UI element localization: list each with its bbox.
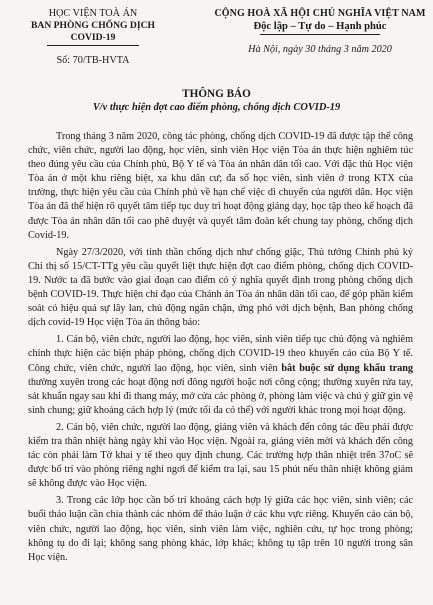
item-1-text-b: thường xuyên trong các hoạt động nơi đông người hoặc nơi công cộng; thường xuyên rửa tay, sát khuẩn ngay sau khi đi thang máy, mở cửa các phòng ở, phòng làm việc và chú ý giữ gìn vệ sinh chung; giữ khoảng cách hợp lý (mức tối đa có thể) với người khác trong mọi hoạt động. — [28, 376, 413, 416]
national-motto: Độc lập – Tự do – Hạnh phúc — [253, 21, 387, 32]
issuer-block — [18, 8, 168, 67]
item-1-mask-requirement: bắt buộc sử dụng khẩu trang — [281, 362, 413, 374]
document-body — [28, 130, 413, 568]
motto-underline — [260, 34, 380, 35]
paragraph-directive: Ngày 27/3/2020, với tinh thần chống dịch như chống giặc, Thủ tướng Chính phủ ký Chỉ thị số 15/CT-TTg yêu cầu quyết liệt thực hiện đợt cao điểm phòng, chống dịch COVID-19. Nước ta đã bước vào giai đoạn cao điểm có ý nghĩa quyết định trong phòng chống dịch bệnh COVID-19. Thực hiện chỉ đạo của Chánh án Tòa án nhân dân tối cao, để góp phần kiểm soát có hiệu quả sự lây lan, chủ động ngăn chặn, ứng phó với dịch bệnh, Ban phòng chống dịch covid-19 Học viện Tòa án thông báo: — [28, 246, 413, 329]
paragraph-item-2: 2. Cán bộ, viên chức, người lao động, giảng viên và khách đến công tác đều phải được kiểm tra thân nhiệt hàng ngày khi vào Học viện. Ngoài ra, giảng viên mời và khách đến công tác còn phải làm Tờ khai y tế theo quy định chung. Các trường hợp thân nhiệt trên 37oC sẽ được bố trí vào phòng riêng nghỉ ngơi để kiểm tra lại, sau 15 phút nếu thân nhiệt không giảm sẽ không được vào Học viện. — [28, 421, 413, 490]
paragraph-item-3: 3. Trong các lớp học cần bố trí khoảng cách hợp lý giữa các học viên, sinh viên; các buổi thảo luận cần chia thành các nhóm để thảo luận ở các khu vực riêng. Khuyến cáo cán bộ, viên chức, người lao động, học viên, sinh viên làm việc, nghiên cứu, tự học trong phòng; không tụ do đi lại; không sang phòng khác, lớp khác; không tụ tập trên 10 người trong sân Học viện. — [28, 495, 413, 563]
document-number: Số: 70/TB-HVTA — [56, 55, 130, 66]
place-and-date: Hà Nội, ngày 30 tháng 3 năm 2020 — [248, 44, 392, 55]
national-header — [210, 8, 430, 56]
item-1-text-a: 1. Cán bộ, viên chức, người lao động, học viên, sinh viên tiếp tục chủ động và nghiêm chỉnh thực hiện các biện pháp phòng, chống dịch COVID-19 theo khuyến cáo của Bộ Y tế. Công chức, viên chức, người lao động, học viên, sinh viên — [28, 334, 413, 374]
paragraph-item-1 — [28, 333, 413, 418]
org-department: BAN PHÒNG CHỐNG DỊCH COVID-19 — [31, 20, 155, 43]
paragraph-intro: Trong tháng 3 năm 2020, công tác phòng, chống dịch COVID-19 đã được tập thể công chức, viên chức, người lao động, học viên, sinh viên Học viện Tòa án thực hiện nghiêm túc theo đúng yêu cầu của Chính phủ, Bộ Y tế và Tòa án nhân dân tối cao. Với đặc thù Học viện Tòa án ở một khu riêng biệt, xa khu dân cư; đa số học viên, sinh viên ở trong KTX của trường, thực hiện yêu cầu của Chính phủ về hạn chế việc di chuyển của người dân. Học viện Tòa án đã thể hiện rõ quyết tâm tiếp tục duy trì hoạt động giảng dạy, học tập theo kế hoạch đã được Tòa án nhân dân tối cao phê duyệt và quyết tâm đoàn kết chung tay phòng, chống dịch Covid-19. — [28, 131, 413, 241]
nation-name: CỘNG HOÀ XÃ HỘI CHỦ NGHĨA VIỆT NAM — [214, 8, 426, 19]
document-subject: V/v thực hiện đợt cao điểm phòng, chống dịch COVID-19 — [92, 102, 341, 113]
document-title: THÔNG BÁO — [182, 88, 251, 100]
org-name: HỌC VIỆN TOÀ ÁN — [48, 8, 138, 19]
issuer-underline — [47, 45, 139, 46]
